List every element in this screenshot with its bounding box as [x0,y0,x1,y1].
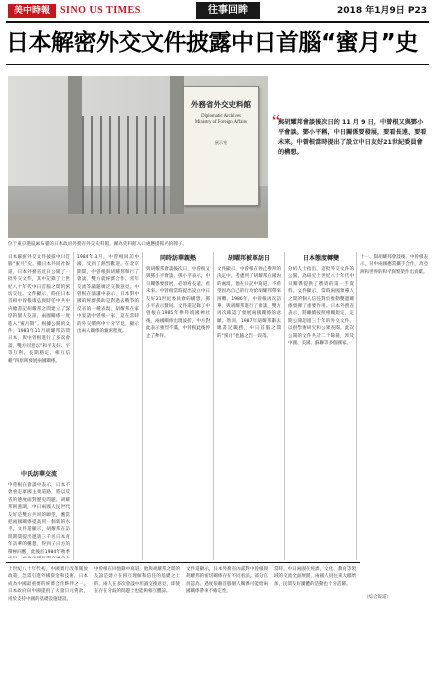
bottom-column-4: 當時，中日兩國在經濟、文化、教育等領域的交流全面展開，兩國人員往來大幅增加，民間友好團體的活動也十分活躍。 [274,567,356,587]
section-tag: 往事回眸 [196,2,260,19]
column-divider [73,252,74,560]
column-divider [213,252,214,560]
article-column-6: 十一、與胡耀邦會談後，中曾根表示，日中兩國應當攜手合作，為亞洲和世界的和平與繁榮作出貢獻。 [360,255,428,275]
article-column-5: 分析人士指出，這批外交文件的公開，為研究上世紀八十年代中日關係提供了寶貴的第一手資料。文件顯示，當時兩國領導人之間的個人信任對於推動雙邊關係發揮了重要作用。日本外務省表示，將繼續按照相關規定，定期公開超過三十年的外交文件，以供學術研究和公眾查閱。此次公開的文件共計二十餘冊，涉及中國、美國、蘇聯等多個國家。 [288,267,354,347]
sign-title-cn: 外務省外交史料館 [191,100,251,109]
newspaper-name-en: SINO US TIMES [60,5,141,16]
column-divider [142,252,143,560]
article-column-2: 1984年3月，中曾根回訪中國，受到了熱烈歡迎。在北京期間，中曾根與胡耀邦舉行了會談，雙方就經濟合作、青年交流等議題廣泛交換意見。中曾根在演講中表示，日本對中國的經濟援助是對過去戰爭的反省的一種表現。胡耀邦在家中宴請中曾根一家，這在當時的外交慣例中十分罕見，顯示出兩人關係的親密程度。 [77,255,139,335]
article-column-3: 與胡耀邦會談後次日，中曾根又與鄧小平會談。鄧小平表示，中日關係要發展，必須看長遠、看未來。中曾根當時提出設立中日友好21世紀委員會的構想，鄧小平表示贊同。文件還記錄了中曾根在1985年參拜靖國神社後，兩國關係出現波折，中方對此表示強烈不滿，中曾根此後停止了參拜。 [146,267,210,339]
headline-rule [6,64,429,65]
header-rule [6,21,429,23]
column-divider [284,252,285,560]
subhead-2: 同時訪華親熱 [159,255,196,262]
subhead-3: 胡曜邦被革訪日 [227,255,270,262]
archive-sign [183,86,259,206]
bottom-band-rule [6,562,360,563]
subhead-1: 中氏訪華交流 [20,471,57,478]
photo-ground [8,214,268,238]
sign-title-en-1: Diplomatic Archives [201,114,241,119]
pull-quote: 與胡耀邦會談後次日的 11 月 9 日，中曾根又與鄧小平會談。鄧小平稱，中日關係要發展，要看長遠、要看未來。中曾根當時提出了設立中日友好21世紀委員會的構想。 [278,119,427,156]
article-column-1: 日本解密外交文件披露中日首腦“蜜月”史。據日本共同社報道，日本外務省近日公開了一批外交文件，其中記錄了上世紀八十年代中日首腦之間的密切交往。文件顯示，時任日本首相中曾根康弘與時任中共中央總書記胡耀邦之間建立了深厚的個人友誼，兩國關係一度進入“蜜月期”。根據公開的文件，1983年11月胡耀邦訪問日本，與中曾根進行了多次會談，雙方同意以“和平友好、平等互利、長期穩定、相互信賴”四原則發展兩國關係。 [8,255,70,364]
subhead-4: 日本態度轉變 [302,255,339,262]
sign-title-en-2: Ministry of Foreign Affairs [194,120,248,125]
bottom-column-3: 文件還顯示，日本外務省內部對中曾根與胡耀邦的密切關係存在不同看法。部分官員認為，過度依賴首腦個人關係可能給兩國關係帶來不確定性。 [186,567,268,595]
archive-entrance-photo [8,76,268,238]
article-column-4: 文件顯示，中曾根在停止參拜的決定中，考慮到了胡耀邦在國內的處境。他在日記中寫道，不希望因為自己的行為給胡耀邦帶來困難。1986年，中曾根再次訪華，與胡耀邦進行了會談，雙方再次確認了發展兩國關係的意願。然而，1987年胡耀邦辭去總書記職務，中日首腦之間的“蜜月”也隨之告一段落。 [217,267,281,339]
sign-note: 展示室 [214,140,228,145]
quote-mark-icon: “ [272,111,280,131]
newspaper-logo: 美中時報 [8,4,56,18]
photo-caption: 位于東京港區麻布臺的日本政府外務省外交史料館。圖為史料館入口處懸掛館名的牌子。 [8,242,188,247]
article-column-1b: 中曾根在會談中表示，日本不會重走軍國主義道路，將以反省的態度面對歷史問題。胡耀邦則強調，中日兩國人民世代友好是雙方共同的願望，應當把兩國關係提高到一個新的水平。文件還顯示，胡耀邦在訪問期間提出邀請三千名日本青年訪華的構想，得到了日方的積極回應，此後於1984年秋季 [8,483,70,555]
masthead [0,0,435,20]
issue-date-page: 2018 年1月9日 P23 [337,6,427,16]
bottom-column-2: 中曾根在回憶錄中寫道，他與胡耀邦之間的友誼是建立在相互理解和信任的基礎之上的。兩人在多次會談中坦誠交換意見，即使在存在分歧的問題上也能夠相互體諒。 [94,567,180,595]
bottom-column-1: 上世紀八十年代初，中國實行改革開放政策，急需引進外國資金和技術，日本成為中國最重要的經濟合作夥伴之一。日本政府向中國提供了大量日元貸款，用於支持中國的基礎設施建設。 [8,567,88,602]
column-divider [356,252,357,560]
headline: 日本解密外交文件披露中日首腦“蜜月”史 [6,30,418,56]
byline: （綜合報道） [364,595,391,600]
